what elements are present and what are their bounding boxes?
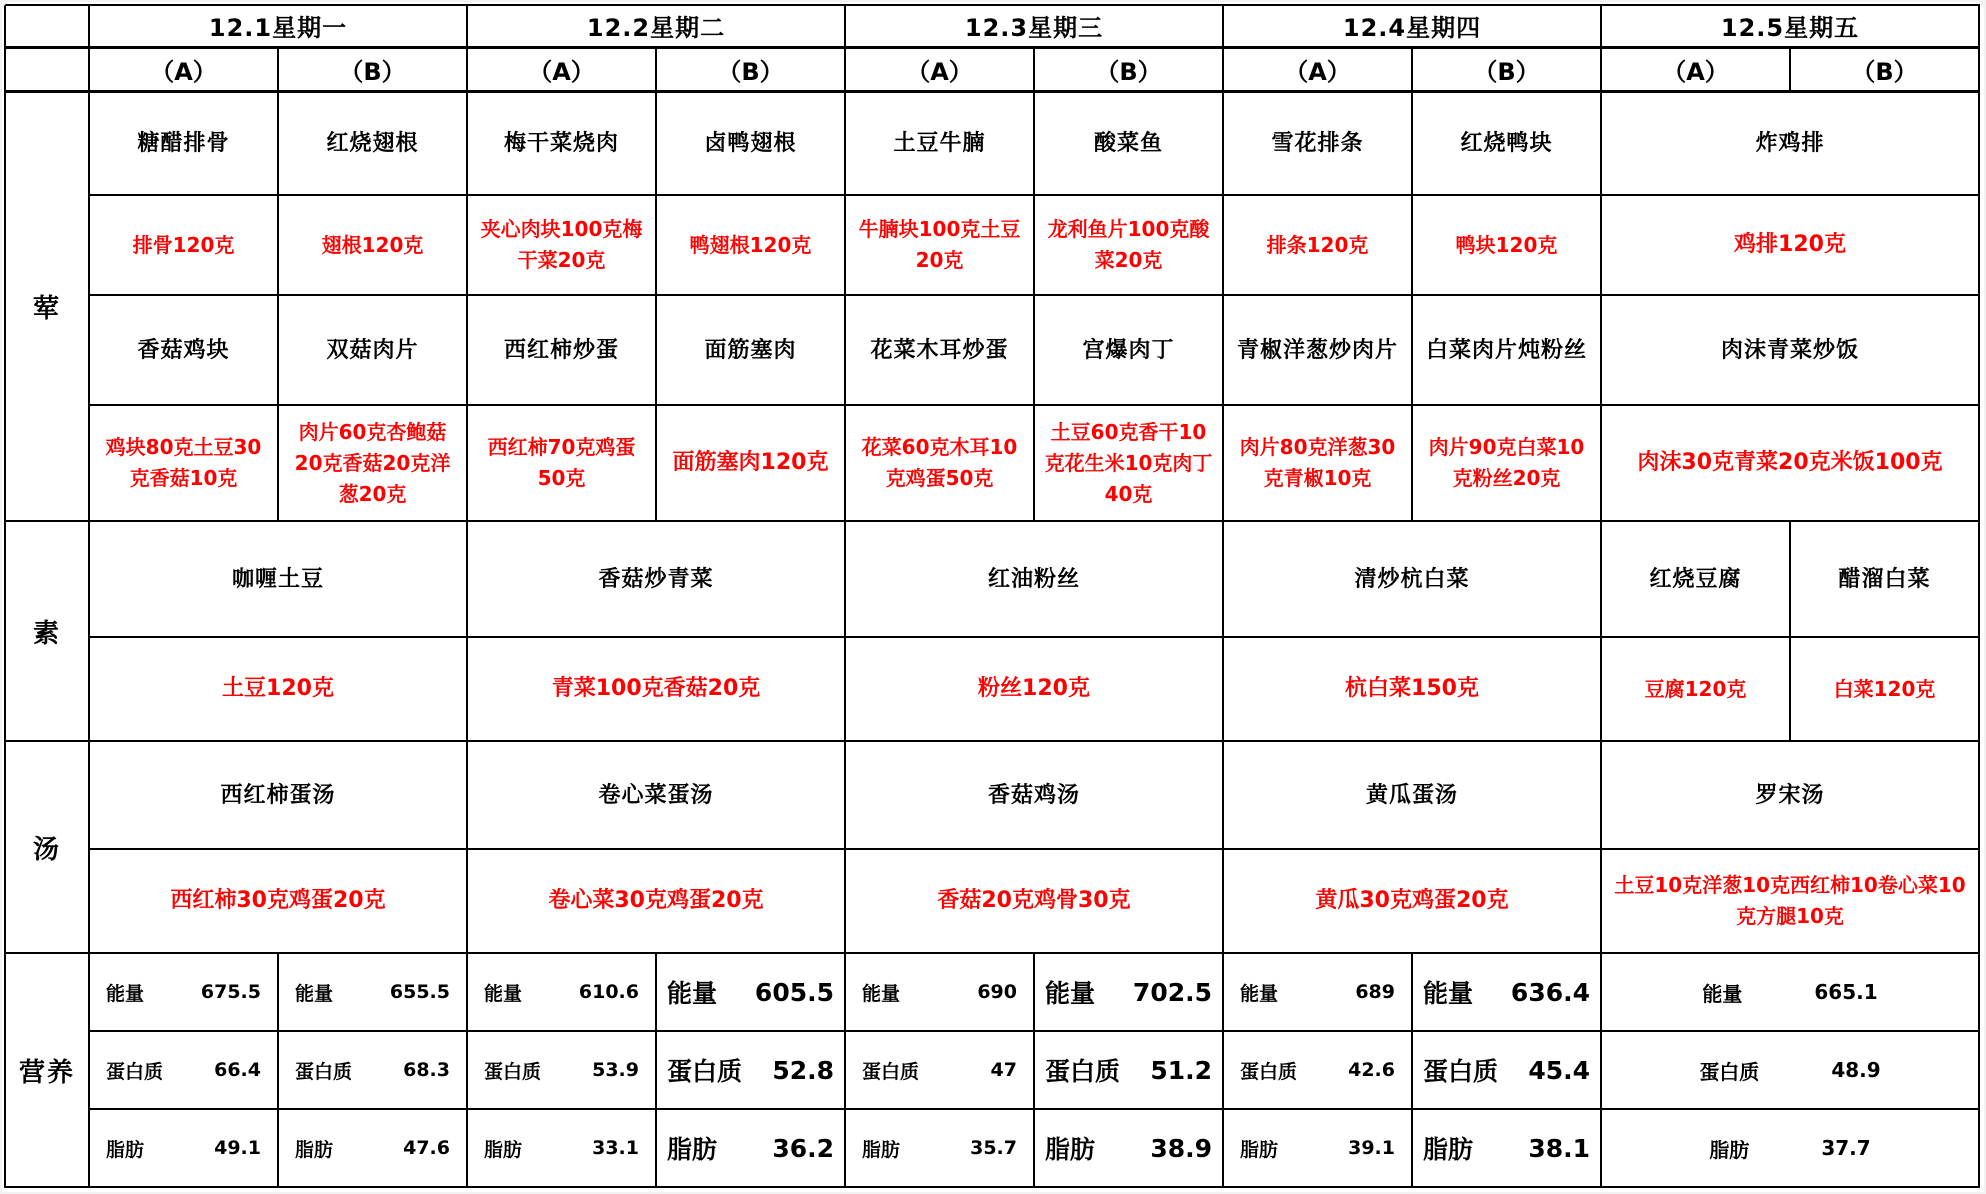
- nutrition-cell: [467, 953, 656, 1031]
- dish-cell: 红烧鸭块: [1412, 91, 1601, 195]
- nutrition-value: 47: [990, 1059, 1017, 1081]
- dish-cell: 清炒杭白菜: [1223, 521, 1601, 637]
- date-header-wednesday: 12.3星期三: [845, 5, 1223, 47]
- qty-cell: 肉片90克白菜10克粉丝20克: [1412, 405, 1601, 521]
- qty-cell: 鸭块120克: [1412, 195, 1601, 295]
- weekly-menu-sheet: [2, 2, 1984, 1192]
- nutrition-cell: [1034, 1109, 1223, 1187]
- nutrition-metric-label: 脂肪: [862, 1138, 901, 1161]
- nutrition-cell: [278, 1031, 467, 1109]
- nutrition-metric-label: 能量: [484, 982, 523, 1005]
- meat-dish-row-1: [5, 91, 1979, 195]
- nutrition-cell: [845, 1109, 1034, 1187]
- qty-cell: 杭白菜150克: [1223, 637, 1601, 741]
- date-header-row: [5, 5, 1979, 47]
- corner-cell-2: [5, 47, 89, 91]
- section-label-meat: 荤: [5, 91, 89, 521]
- col-a-header-monday: （A）: [89, 47, 278, 91]
- nutrition-value: 655.5: [389, 981, 450, 1003]
- col-b-header-tuesday: （B）: [656, 47, 845, 91]
- nutrition-value: 38.9: [1150, 1133, 1212, 1163]
- nutrition-metric-label: 能量: [1702, 981, 1743, 1006]
- nutrition-value: 42.6: [1348, 1059, 1395, 1081]
- nutrition-metric-label: 蛋白质: [1423, 1057, 1499, 1086]
- col-a-header-thursday: （A）: [1223, 47, 1412, 91]
- nutrition-cell: [656, 953, 845, 1031]
- dish-cell: 白菜肉片炖粉丝: [1412, 295, 1601, 405]
- dish-cell: 黄瓜蛋汤: [1223, 741, 1601, 849]
- col-b-header-friday: （B）: [1790, 47, 1979, 91]
- qty-cell: 青菜100克香菇20克: [467, 637, 845, 741]
- qty-cell: 牛腩块100克土豆20克: [845, 195, 1034, 295]
- nutrition-metric-label: 脂肪: [1709, 1137, 1750, 1162]
- nutrition-metric-label: 蛋白质: [862, 1060, 920, 1083]
- nutrition-metric-label: 能量: [862, 982, 901, 1005]
- dish-cell: 香菇炒青菜: [467, 521, 845, 637]
- nutrition-metric-label: 脂肪: [667, 1135, 718, 1164]
- nutrition-cell: [1223, 1109, 1412, 1187]
- nutrition-cell: [845, 953, 1034, 1031]
- nutrition-metric-label: 脂肪: [1423, 1135, 1474, 1164]
- corner-cell: [5, 5, 89, 47]
- soup-dish-row: [5, 741, 1979, 849]
- col-b-header-wednesday: （B）: [1034, 47, 1223, 91]
- qty-cell: 花菜60克木耳10克鸡蛋50克: [845, 405, 1034, 521]
- nutrition-value: 39.1: [1348, 1137, 1395, 1159]
- nutrition-cell: [1601, 953, 1979, 1031]
- nutrition-cell: [89, 953, 278, 1031]
- ab-header-row: [5, 47, 1979, 91]
- nutrition-metric-label: 能量: [1045, 979, 1096, 1008]
- nutrition-metric-label: 蛋白质: [1699, 1059, 1760, 1084]
- dish-cell: 卷心菜蛋汤: [467, 741, 845, 849]
- qty-cell: 排骨120克: [89, 195, 278, 295]
- qty-cell: 香菇20克鸡骨30克: [845, 849, 1223, 953]
- dish-cell: 红烧翅根: [278, 91, 467, 195]
- qty-cell: 白菜120克: [1790, 637, 1979, 741]
- col-b-header-thursday: （B）: [1412, 47, 1601, 91]
- nutrition-cell: [656, 1031, 845, 1109]
- nutrition-energy-row: [5, 953, 1979, 1031]
- nutrition-value: 68.3: [403, 1059, 450, 1081]
- meat-qty-row-2: [5, 405, 1979, 521]
- veg-dish-row: [5, 521, 1979, 637]
- dish-cell: 双菇肉片: [278, 295, 467, 405]
- nutrition-metric-label: 脂肪: [106, 1138, 145, 1161]
- dish-cell: 西红柿蛋汤: [89, 741, 467, 849]
- nutrition-value: 45.4: [1528, 1055, 1590, 1085]
- nutrition-value: 66.4: [214, 1059, 261, 1081]
- nutrition-metric-label: 能量: [1240, 982, 1279, 1005]
- nutrition-metric-label: 蛋白质: [667, 1057, 743, 1086]
- date-header-tuesday: 12.2星期二: [467, 5, 845, 47]
- nutrition-metric-label: 脂肪: [484, 1138, 523, 1161]
- nutrition-metric-label: 蛋白质: [1240, 1060, 1298, 1083]
- nutrition-value: 38.1: [1528, 1133, 1590, 1163]
- nutrition-value: 636.4: [1510, 977, 1590, 1007]
- qty-cell: 夹心肉块100克梅干菜20克: [467, 195, 656, 295]
- nutrition-value: 49.1: [214, 1137, 261, 1159]
- dish-cell: 面筋塞肉: [656, 295, 845, 405]
- section-label-nutrition: 营养: [5, 953, 89, 1187]
- dish-cell: 红烧豆腐: [1601, 521, 1790, 637]
- qty-cell: 鸡块80克土豆30克香菇10克: [89, 405, 278, 521]
- nutrition-value: 37.7: [1821, 1136, 1871, 1160]
- qty-cell: 肉沫30克青菜20克米饭100克: [1601, 405, 1979, 521]
- qty-cell: 黄瓜30克鸡蛋20克: [1223, 849, 1601, 953]
- nutrition-cell: [1412, 1031, 1601, 1109]
- dish-cell: 醋溜白菜: [1790, 521, 1979, 637]
- nutrition-value: 665.1: [1814, 980, 1878, 1004]
- qty-cell: 鸭翅根120克: [656, 195, 845, 295]
- nutrition-metric-label: 脂肪: [295, 1138, 334, 1161]
- qty-cell: 面筋塞肉120克: [656, 405, 845, 521]
- dish-cell: 罗宋汤: [1601, 741, 1979, 849]
- nutrition-metric-label: 能量: [295, 982, 334, 1005]
- qty-cell: 翅根120克: [278, 195, 467, 295]
- dish-cell: 西红柿炒蛋: [467, 295, 656, 405]
- qty-cell: 龙利鱼片100克酸菜20克: [1034, 195, 1223, 295]
- nutrition-cell: [1034, 1031, 1223, 1109]
- nutrition-cell: [1412, 953, 1601, 1031]
- nutrition-value: 35.7: [970, 1137, 1017, 1159]
- nutrition-value: 675.5: [200, 981, 261, 1003]
- nutrition-value: 690: [977, 981, 1017, 1003]
- nutrition-metric-label: 能量: [1423, 979, 1474, 1008]
- nutrition-value: 48.9: [1831, 1058, 1881, 1082]
- dish-cell: 酸菜鱼: [1034, 91, 1223, 195]
- nutrition-protein-row: [5, 1031, 1979, 1109]
- dish-cell: 咖喱土豆: [89, 521, 467, 637]
- nutrition-metric-label: 脂肪: [1045, 1135, 1096, 1164]
- qty-cell: 西红柿30克鸡蛋20克: [89, 849, 467, 953]
- nutrition-metric-label: 蛋白质: [106, 1060, 164, 1083]
- dish-cell: 香菇鸡汤: [845, 741, 1223, 849]
- qty-cell: 西红柿70克鸡蛋50克: [467, 405, 656, 521]
- qty-cell: 粉丝120克: [845, 637, 1223, 741]
- nutrition-value: 47.6: [403, 1137, 450, 1159]
- meat-dish-row-2: [5, 295, 1979, 405]
- qty-cell: 土豆60克香干10克花生米10克肉丁40克: [1034, 405, 1223, 521]
- meat-qty-row-1: [5, 195, 1979, 295]
- nutrition-cell: [89, 1031, 278, 1109]
- date-header-friday: 12.5星期五: [1601, 5, 1979, 47]
- soup-qty-row: [5, 849, 1979, 953]
- nutrition-value: 52.8: [772, 1055, 834, 1085]
- nutrition-value: 702.5: [1132, 977, 1212, 1007]
- nutrition-metric-label: 能量: [106, 982, 145, 1005]
- nutrition-cell: [1601, 1109, 1979, 1187]
- dish-cell: 宫爆肉丁: [1034, 295, 1223, 405]
- nutrition-metric-label: 脂肪: [1240, 1138, 1279, 1161]
- nutrition-value: 36.2: [772, 1133, 834, 1163]
- dish-cell: 炸鸡排: [1601, 91, 1979, 195]
- nutrition-value: 689: [1355, 981, 1395, 1003]
- col-a-header-wednesday: （A）: [845, 47, 1034, 91]
- dish-cell: 肉沫青菜炒饭: [1601, 295, 1979, 405]
- nutrition-cell: [656, 1109, 845, 1187]
- qty-cell: 土豆120克: [89, 637, 467, 741]
- nutrition-value: 610.6: [578, 981, 639, 1003]
- dish-cell: 糖醋排骨: [89, 91, 278, 195]
- qty-cell: 排条120克: [1223, 195, 1412, 295]
- dish-cell: 花菜木耳炒蛋: [845, 295, 1034, 405]
- nutrition-metric-label: 蛋白质: [484, 1060, 542, 1083]
- qty-cell: 肉片80克洋葱30克青椒10克: [1223, 405, 1412, 521]
- nutrition-value: 53.9: [592, 1059, 639, 1081]
- qty-cell: 豆腐120克: [1601, 637, 1790, 741]
- date-header-thursday: 12.4星期四: [1223, 5, 1601, 47]
- nutrition-cell: [89, 1109, 278, 1187]
- dish-cell: 土豆牛腩: [845, 91, 1034, 195]
- nutrition-metric-label: 蛋白质: [295, 1060, 353, 1083]
- nutrition-fat-row: [5, 1109, 1979, 1187]
- nutrition-value: 33.1: [592, 1137, 639, 1159]
- nutrition-cell: [278, 953, 467, 1031]
- col-b-header-monday: （B）: [278, 47, 467, 91]
- section-label-veg: 素: [5, 521, 89, 741]
- qty-cell: 卷心菜30克鸡蛋20克: [467, 849, 845, 953]
- menu-table: [4, 4, 1980, 1188]
- nutrition-metric-label: 蛋白质: [1045, 1057, 1121, 1086]
- nutrition-cell: [1034, 953, 1223, 1031]
- nutrition-cell: [467, 1031, 656, 1109]
- qty-cell: 鸡排120克: [1601, 195, 1979, 295]
- section-label-soup: 汤: [5, 741, 89, 953]
- qty-cell: 土豆10克洋葱10克西红柿10卷心菜10克方腿10克: [1601, 849, 1979, 953]
- nutrition-cell: [1412, 1109, 1601, 1187]
- dish-cell: 卤鸭翅根: [656, 91, 845, 195]
- dish-cell: 香菇鸡块: [89, 295, 278, 405]
- nutrition-cell: [278, 1109, 467, 1187]
- nutrition-cell: [845, 1031, 1034, 1109]
- date-header-monday: 12.1星期一: [89, 5, 467, 47]
- dish-cell: 青椒洋葱炒肉片: [1223, 295, 1412, 405]
- nutrition-value: 51.2: [1150, 1055, 1212, 1085]
- nutrition-cell: [467, 1109, 656, 1187]
- nutrition-cell: [1223, 953, 1412, 1031]
- nutrition-value: 605.5: [754, 977, 834, 1007]
- nutrition-metric-label: 能量: [667, 979, 718, 1008]
- veg-qty-row: [5, 637, 1979, 741]
- nutrition-cell: [1601, 1031, 1979, 1109]
- dish-cell: 梅干菜烧肉: [467, 91, 656, 195]
- dish-cell: 雪花排条: [1223, 91, 1412, 195]
- col-a-header-friday: （A）: [1601, 47, 1790, 91]
- qty-cell: 肉片60克杏鲍菇20克香菇20克洋葱20克: [278, 405, 467, 521]
- dish-cell: 红油粉丝: [845, 521, 1223, 637]
- nutrition-cell: [1223, 1031, 1412, 1109]
- col-a-header-tuesday: （A）: [467, 47, 656, 91]
